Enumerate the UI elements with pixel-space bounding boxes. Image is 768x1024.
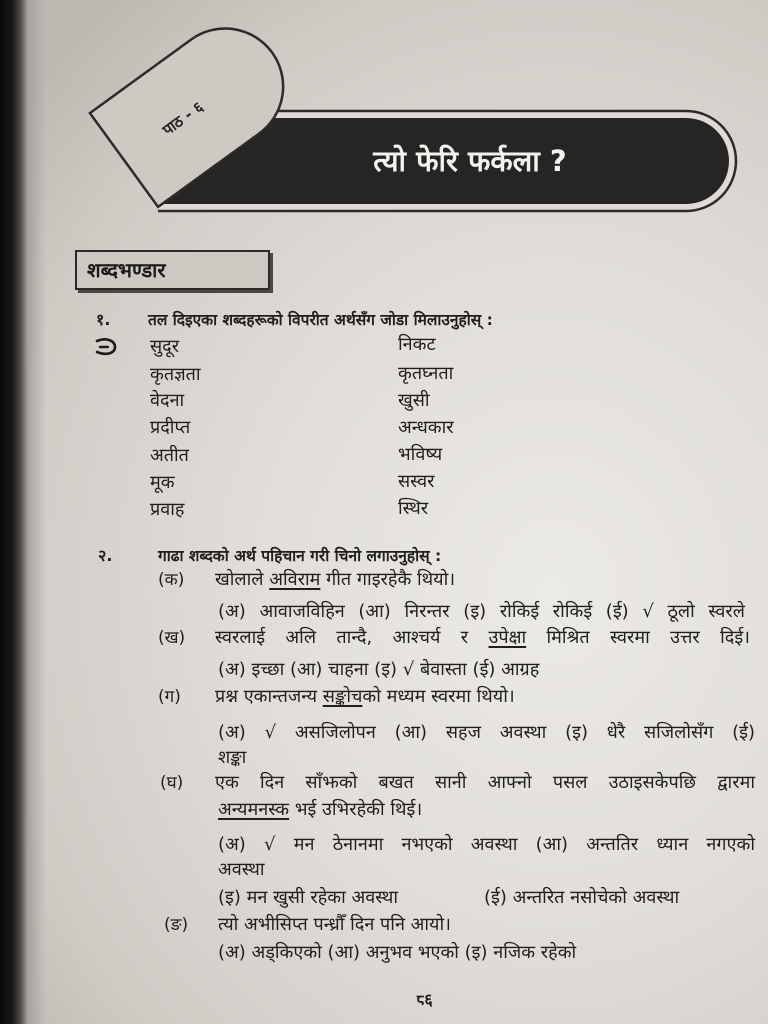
sentence-text: प्रश्न एकान्तजन्य xyxy=(215,686,323,707)
exercise-1-instruction: तल दिइएका शब्दहरूको विपरीत अर्थसँग जोडा मिलाउनुहोस् : xyxy=(148,311,493,329)
page-number: ८६ xyxy=(416,990,433,1009)
question-sentence xyxy=(215,568,455,592)
option-line: (अ) आवाजविहिन (आ) निरन्तर (इ) रोकिई रोकिई (ई) √ ठूलो स्वरले xyxy=(218,601,745,622)
option-line: (अ) इच्छा (आ) चाहना (इ) √ बेवास्ता (ई) आग्रह xyxy=(218,659,540,680)
question-label: (क) xyxy=(158,570,185,590)
option-line: अवस्था xyxy=(218,859,265,880)
pair-right-word: स्थिर xyxy=(398,498,429,519)
pair-left-word: अतीत xyxy=(150,445,189,466)
option-line: (ई) अन्तरित नसोचेको अवस्था xyxy=(484,887,680,908)
pen-mark-icon xyxy=(94,337,118,357)
sentence-text: भई उभिरहेकी थिई। xyxy=(289,799,423,820)
pair-left-word: कृतज्ञता xyxy=(150,364,201,385)
question-sentence xyxy=(215,626,750,650)
option-line: (अ) √ मन ठेनानमा नभएको अवस्था (आ) अन्ततिर ध्यान नगएको xyxy=(218,834,755,855)
pair-right-word: खुसी xyxy=(398,390,430,411)
question-sentence xyxy=(215,685,515,709)
option-line: (अ) अड्किएको (आ) अनुभव भएको (इ) नजिक रहेको xyxy=(218,942,577,963)
pair-right-word: अन्धकार xyxy=(398,417,454,438)
pair-right-word: कृतघ्नता xyxy=(398,363,454,384)
question-label: (ङ) xyxy=(164,915,189,935)
chapter-title: त्यो फेरि फर्कला ? xyxy=(373,144,567,178)
sentence-text: को मध्यम स्वरमा थियो। xyxy=(362,686,515,707)
pair-left-word: प्रवाह xyxy=(150,499,185,520)
question-sentence: त्यो अभीसिप्त पन्ध्रौँ दिन पनि आयो। xyxy=(218,914,451,935)
sentence-text: मिश्रित स्वरमा उत्तर दिई। xyxy=(526,627,750,648)
exercise-2-instruction: गाढा शब्दको अर्थ पहिचान गरी चिनो लगाउनुहोस् : xyxy=(158,547,442,565)
highlighted-word: उपेक्षा xyxy=(488,627,527,648)
highlighted-word: अविराम xyxy=(269,569,321,590)
question-label: (ख) xyxy=(158,628,186,648)
pair-right-word: सस्वर xyxy=(398,471,435,492)
exercise-1-number: १. xyxy=(96,310,111,329)
question-label: (ग) xyxy=(158,687,181,707)
option-line: शङ्का xyxy=(218,747,247,768)
pair-left-word: सुदूर xyxy=(150,336,180,357)
pair-right-word: निकट xyxy=(398,334,436,355)
section-heading-box xyxy=(75,250,270,290)
exercise-2-number: २. xyxy=(98,546,113,565)
question-label: (घ) xyxy=(160,773,184,793)
option-line: (इ) मन खुसी रहेका अवस्था xyxy=(218,887,399,908)
pair-left-word: वेदना xyxy=(150,390,185,411)
pair-right-word: भविष्य xyxy=(398,444,443,465)
sentence-text: स्वरलाई अलि तान्दै, आश्चर्य र xyxy=(215,627,489,648)
question-sentence: एक दिन साँझको बखत सानी आफ्नो पसल उठाइसकेपछि द्वारमा xyxy=(215,772,755,793)
sentence-text: गीत गाइरहेकै थियो। xyxy=(320,569,456,590)
chapter-header xyxy=(0,0,768,230)
pair-left-word: मूक xyxy=(150,472,175,493)
highlighted-word: अन्यमनस्क xyxy=(218,799,290,820)
question-sentence xyxy=(218,798,422,822)
option-line: (अ) √ असजिलोपन (आ) सहज अवस्था (इ) धेरै सजिलोसँग (ई) xyxy=(218,722,755,743)
highlighted-word: सङ्कोच xyxy=(322,686,363,707)
section-heading: शब्दभण्डार xyxy=(87,258,166,282)
sentence-text: खोलाले xyxy=(215,569,270,590)
chapter-number: पाठ - ६ xyxy=(159,97,207,140)
pair-left-word: प्रदीप्त xyxy=(150,417,191,438)
